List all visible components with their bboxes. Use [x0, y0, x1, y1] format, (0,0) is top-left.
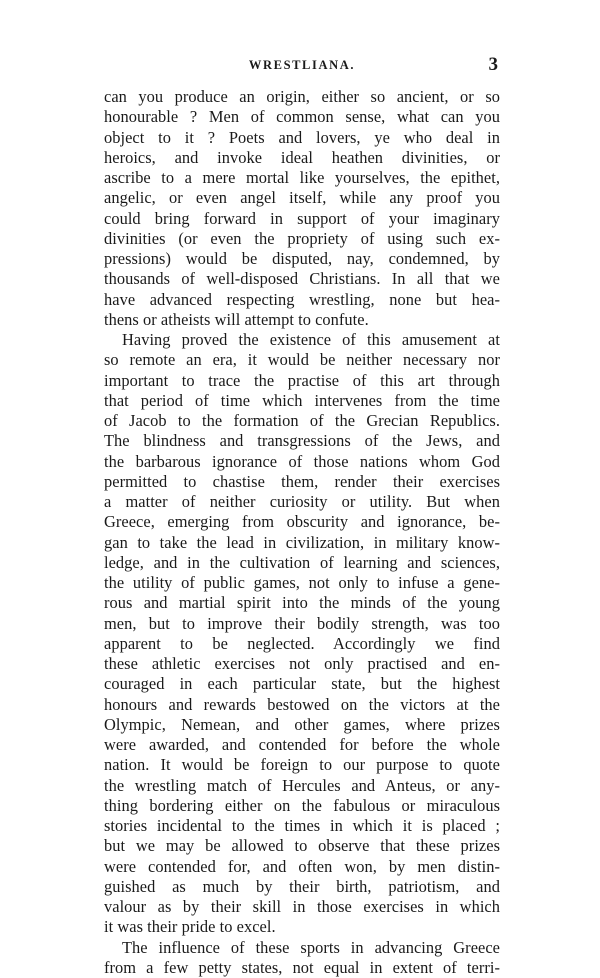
- text-line: nation. It would be foreign to our purpose to quote: [104, 755, 500, 775]
- text-line: permitted to chastise them, render their exercises: [104, 471, 500, 491]
- text-line: stories incidental to the times in which it is placed ;: [104, 816, 500, 835]
- text-line: these athletic exercises not only practised and en-: [104, 654, 500, 673]
- text-line: the wrestling match of Hercules and Anteus, or any-: [104, 775, 500, 795]
- text-line: thousands of well-disposed Christians. In all that we: [104, 269, 500, 289]
- text-line: ascribe to a mere mortal like yourselves, the epithet,: [104, 168, 500, 187]
- text-line: Greece, emerging from obscurity and ignorance, be-: [104, 512, 500, 532]
- text-line: Olympic, Nemean, and other games, where prizes: [104, 714, 500, 734]
- text-line: Having proved the existence of this amusement at: [122, 330, 500, 349]
- text-line: apparent to be neglected. Accordingly we find: [104, 633, 500, 653]
- text-line: that period of time which intervenes from the time: [104, 390, 500, 410]
- text-line: couraged in each particular state, but the highest: [104, 674, 500, 694]
- page-number: 3: [488, 54, 498, 75]
- text-line: valour as by their skill in those exercises in which: [104, 897, 500, 916]
- running-title: WRESTLIANA.: [248, 58, 356, 72]
- text-line: rous and martial spirit into the minds of the young: [104, 593, 500, 613]
- text-line: ledge, and in the cultivation of learning and sciences,: [104, 552, 500, 572]
- text-line: thens or atheists will attempt to confute.: [104, 309, 369, 329]
- text-line: heroics, and invoke ideal heathen divinities, or: [104, 147, 500, 167]
- text-line: but we may be allowed to observe that these prizes: [104, 836, 500, 856]
- text-line: guished as much by their birth, patriotism, and: [104, 876, 500, 896]
- text-line: men, but to improve their bodily strength, was too: [104, 613, 500, 633]
- text-line: divinities (or even the propriety of using such ex-: [104, 228, 500, 248]
- text-line: from a few petty states, not equal in extent of terri-: [104, 957, 500, 977]
- text-line: thing bordering either on the fabulous or miraculous: [104, 795, 500, 815]
- text-line: it was their pride to excel.: [104, 917, 276, 937]
- text-line: gan to take the lead in civilization, in military know-: [104, 532, 500, 552]
- text-line: The influence of these sports in advancing Greece: [122, 937, 500, 957]
- text-line: angelic, or even angel itself, while any proof you: [104, 188, 500, 208]
- text-line: honourable ? Men of common sense, what can you: [104, 107, 500, 127]
- text-line: of Jacob to the formation of the Grecian Republics.: [104, 411, 500, 430]
- text-line: the utility of public games, not only to infuse a gene-: [104, 573, 500, 592]
- text-line: pressions) would be disputed, nay, condemned, by: [104, 249, 500, 268]
- text-line: have advanced respecting wrestling, none but hea-: [104, 289, 500, 309]
- text-line: object to it ? Poets and lovers, ye who deal in: [104, 127, 500, 147]
- text-line: a matter of neither curiosity or utility. But when: [104, 492, 500, 511]
- text-line: were contended for, and often won, by men distin-: [104, 856, 500, 876]
- text-line: so remote an era, it would be neither necessary nor: [104, 350, 500, 370]
- running-head: [104, 54, 500, 78]
- text-line: the barbarous ignorance of those nations whom God: [104, 451, 500, 471]
- text-line: could bring forward in support of your imaginary: [104, 208, 500, 228]
- text-line: can you produce an origin, either so ancient, or so: [104, 87, 500, 106]
- text-line: honours and rewards bestowed on the victors at the: [104, 694, 500, 714]
- text-line: were awarded, and contended for before the whole: [104, 735, 500, 754]
- text-line: important to trace the practise of this art through: [104, 370, 500, 390]
- text-line: The blindness and transgressions of the Jews, and: [104, 431, 500, 451]
- body-text: [104, 87, 500, 978]
